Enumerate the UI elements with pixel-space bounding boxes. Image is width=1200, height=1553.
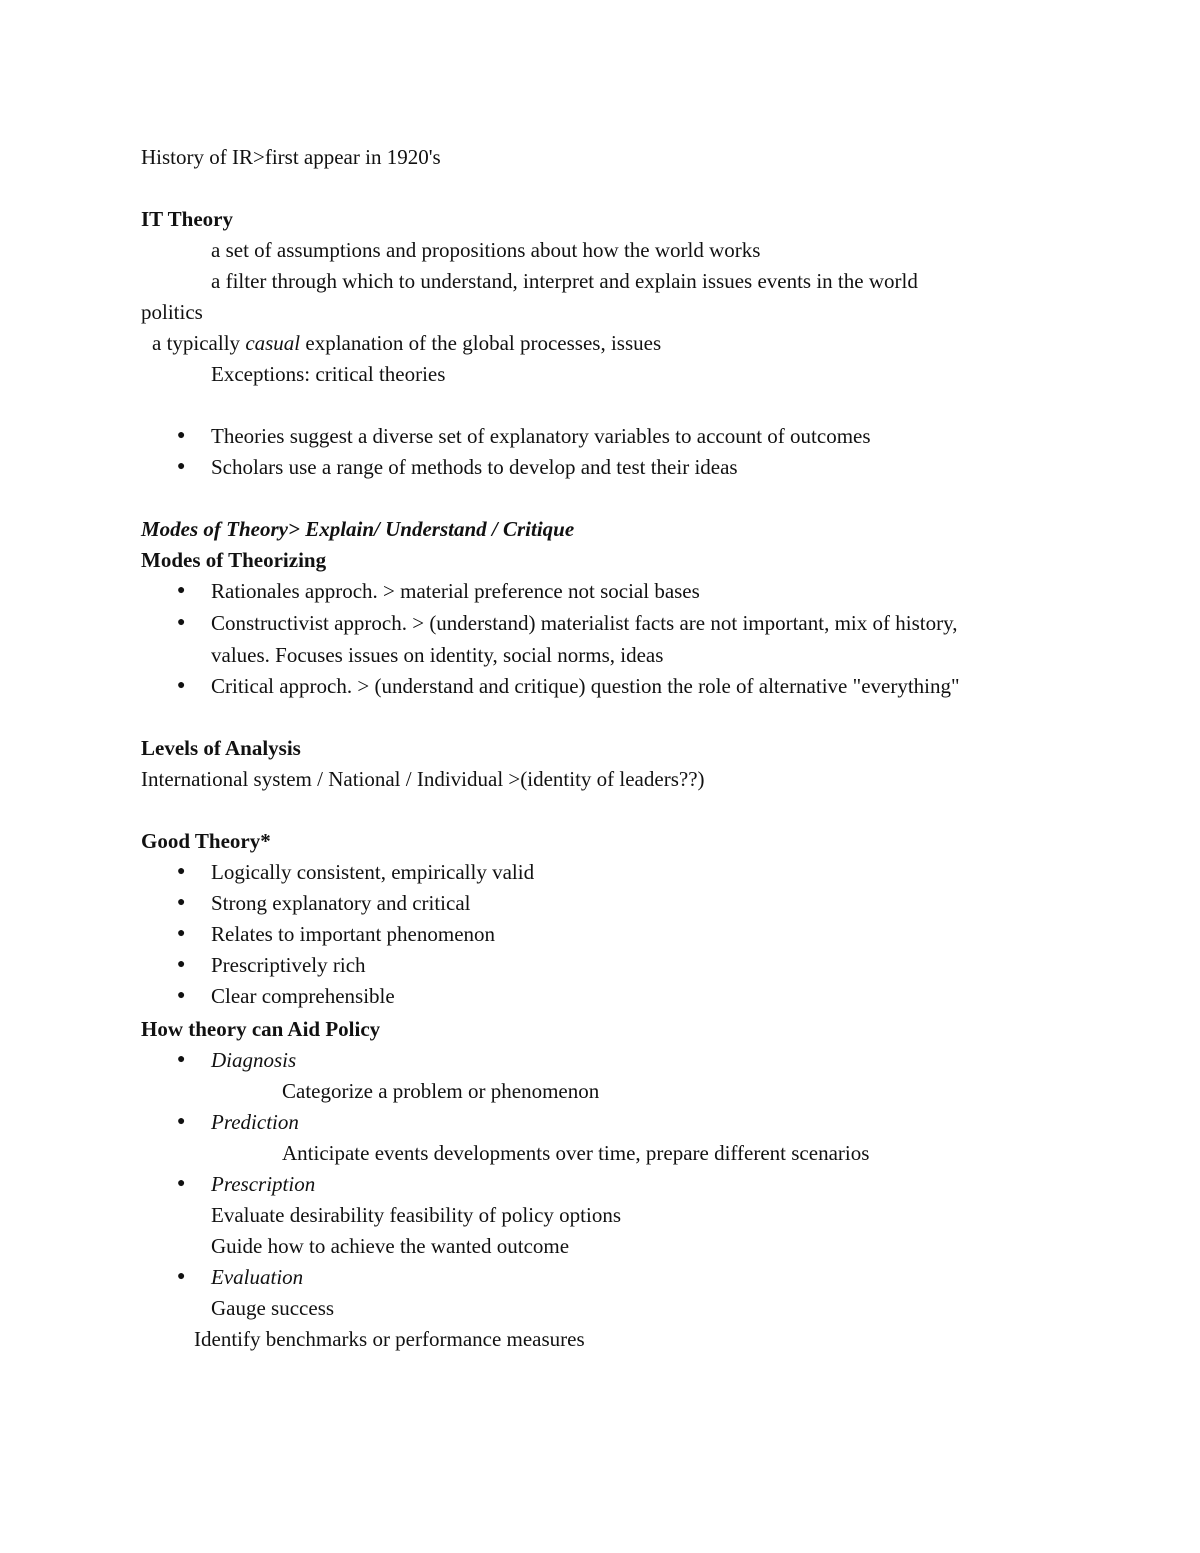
good-theory-heading: Good Theory* xyxy=(141,829,271,853)
it-theory-def-1: a set of assumptions and propositions about how the world works xyxy=(211,238,761,262)
good-theory-bullet-3: Relates to important phenomenon xyxy=(211,922,496,946)
bullet-icon: ● xyxy=(177,926,186,941)
it-theory-def-3-pre: a typically xyxy=(152,331,246,355)
modes-of-theory-heading: Modes of Theory> Explain/ Understand / Critique xyxy=(141,517,575,541)
modes-bullet-constructivist-continued: values. Focuses issues on identity, social norms, ideas xyxy=(211,643,664,667)
it-theory-def-2: a filter through which to understand, interpret and explain issues events in the world xyxy=(211,269,918,293)
it-theory-def-2-continued: politics xyxy=(141,300,203,324)
aid-policy-prescription: Prescription xyxy=(211,1172,316,1196)
bullet-icon: ● xyxy=(177,1269,186,1284)
bullet-icon: ● xyxy=(177,615,186,630)
good-theory-bullet-1: Logically consistent, empirically valid xyxy=(211,860,535,884)
good-theory-bullet-2: Strong explanatory and critical xyxy=(211,891,471,915)
aid-policy-prediction: Prediction xyxy=(211,1110,299,1134)
it-theory-exceptions: Exceptions: critical theories xyxy=(211,362,446,386)
aid-policy-heading: How theory can Aid Policy xyxy=(141,1017,381,1041)
aid-policy-diagnosis: Diagnosis xyxy=(211,1048,297,1072)
good-theory-bullet-5: Clear comprehensible xyxy=(211,984,395,1008)
history-line: History of IR>first appear in 1920's xyxy=(141,145,441,169)
bullet-icon: ● xyxy=(177,678,186,693)
it-theory-def-3-emphasis: casual xyxy=(245,331,301,355)
aid-policy-evaluation: Evaluation xyxy=(211,1265,304,1289)
it-theory-heading: IT Theory xyxy=(141,207,233,231)
modes-of-theorizing-heading: Modes of Theorizing xyxy=(141,548,327,572)
aid-policy-evaluation-text-2: Identify benchmarks or performance measures xyxy=(194,1327,585,1351)
aid-policy-prescription-text-2: Guide how to achieve the wanted outcome xyxy=(211,1234,570,1258)
bullet-icon: ● xyxy=(177,864,186,879)
levels-of-analysis-heading: Levels of Analysis xyxy=(141,736,301,760)
it-theory-def-3 xyxy=(152,331,661,355)
it-theory-bullet-2: Scholars use a range of methods to develop and test their ideas xyxy=(211,455,738,479)
bullet-icon: ● xyxy=(177,1114,186,1129)
aid-policy-prediction-text: Anticipate events developments over time, prepare different scenarios xyxy=(282,1141,870,1165)
good-theory-bullet-4: Prescriptively rich xyxy=(211,953,366,977)
modes-bullet-constructivist: Constructivist approch. > (understand) materialist facts are not important, mix of history, xyxy=(211,611,958,635)
bullet-icon: ● xyxy=(177,1176,186,1191)
it-theory-bullet-1: Theories suggest a diverse set of explanatory variables to account of outcomes xyxy=(211,424,871,448)
aid-policy-prescription-text-1: Evaluate desirability feasibility of policy options xyxy=(211,1203,621,1227)
bullet-icon: ● xyxy=(177,428,186,443)
modes-bullet-critical: Critical approch. > (understand and critique) question the role of alternative "everything" xyxy=(211,674,960,698)
bullet-icon: ● xyxy=(177,988,186,1003)
bullet-icon: ● xyxy=(177,459,186,474)
bullet-icon: ● xyxy=(177,957,186,972)
bullet-icon: ● xyxy=(177,895,186,910)
levels-of-analysis-text: International system / National / Individual >(identity of leaders??) xyxy=(141,767,705,791)
aid-policy-diagnosis-text: Categorize a problem or phenomenon xyxy=(282,1079,600,1103)
bullet-icon: ● xyxy=(177,1052,186,1067)
it-theory-def-3-post: explanation of the global processes, issues xyxy=(300,331,662,355)
bullet-icon: ● xyxy=(177,583,186,598)
modes-bullet-rationales: Rationales approch. > material preference not social bases xyxy=(211,579,700,603)
aid-policy-evaluation-text-1: Gauge success xyxy=(211,1296,335,1320)
